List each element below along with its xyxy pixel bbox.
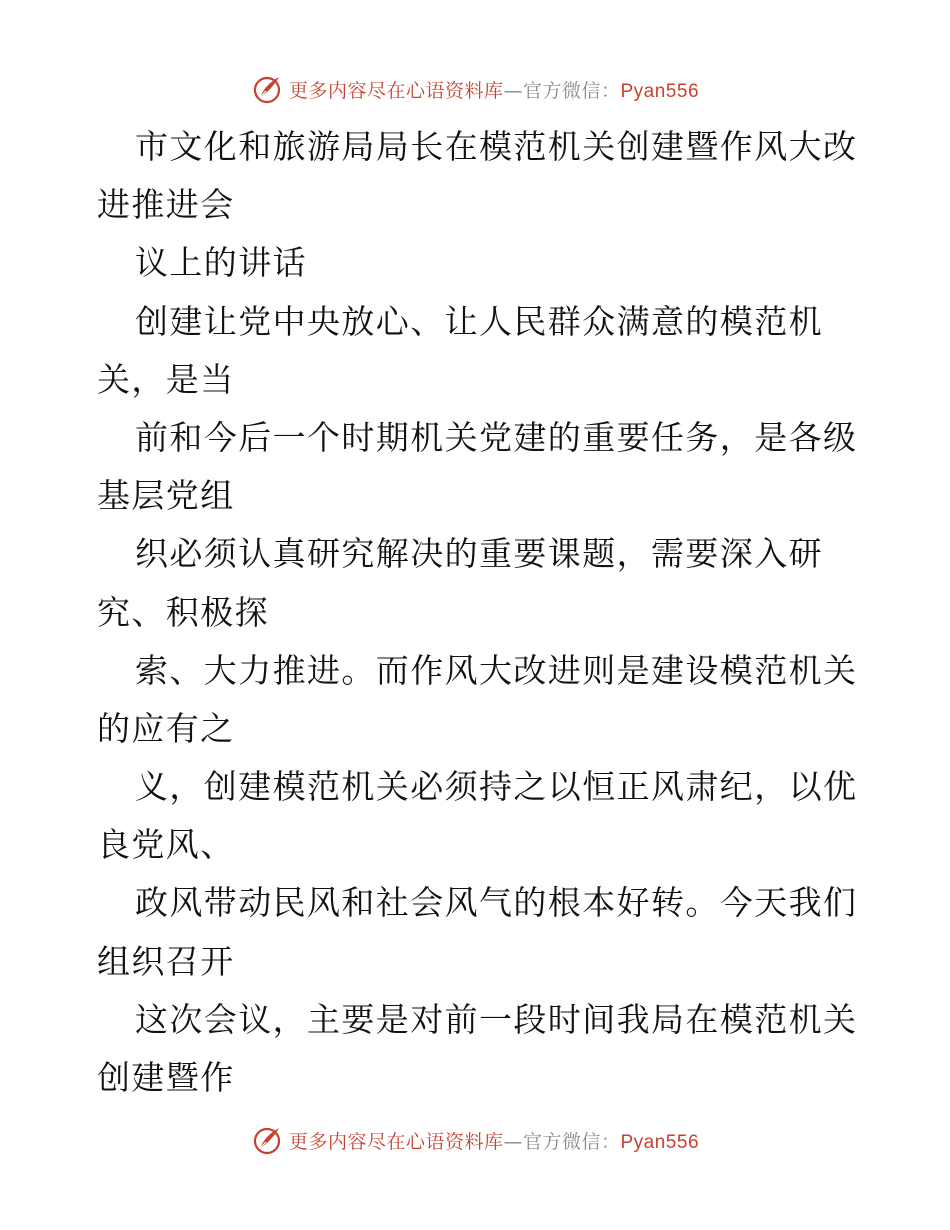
document-body	[97, 118, 857, 1107]
watermark-brand: 更多内容尽在心语资料库	[288, 79, 504, 102]
feather-quill-logo-icon	[251, 1124, 283, 1156]
body-text-line: 市文化和旅游局局长在模范机关创建暨作风大改	[135, 127, 858, 166]
feather-quill-logo-icon	[251, 73, 283, 105]
body-text-line: 关，是当	[97, 359, 235, 399]
header-watermark	[0, 72, 950, 106]
watermark-text	[289, 1127, 699, 1154]
watermark-sub: 官方微信：	[522, 1130, 621, 1153]
body-text-line: 政风带动民风和社会风气的根本好转。今天我们	[135, 883, 858, 923]
body-text-line: 创建暨作	[97, 1058, 235, 1097]
body-text-line: 义，创建模范机关必须持之以恒正风肃纪，以优	[135, 767, 858, 807]
body-text-line: 创建让党中央放心、让人民群众满意的模范机	[135, 301, 823, 341]
watermark-brand: 更多内容尽在心语资料库	[288, 1130, 504, 1153]
body-text-line: 的应有之	[97, 708, 235, 748]
body-text-line: 这次会议，主要是对前一段时间我局在模范机关	[135, 999, 858, 1039]
watermark-id: Pyan556	[620, 80, 700, 102]
watermark-separator: —	[503, 1130, 523, 1153]
body-text-line: 织必须认真研究解决的重要课题，需要深入研	[135, 534, 823, 574]
footer-watermark	[0, 1123, 950, 1157]
body-text-line: 进推进会	[97, 185, 235, 225]
watermark-id: Pyan556	[620, 1131, 700, 1153]
body-text-line: 索、大力推进。而作风大改进则是建设模范机关	[135, 650, 858, 690]
body-text-line: 议上的讲话	[135, 243, 307, 283]
watermark-separator: —	[503, 79, 523, 102]
body-text-line: 良党风、	[97, 825, 235, 865]
body-text-line: 基层党组	[97, 476, 235, 516]
body-text-line: 究、积极探	[97, 592, 269, 632]
watermark-sub: 官方微信：	[522, 79, 621, 102]
watermark-text	[289, 76, 699, 103]
body-text-line: 组织召开	[97, 941, 235, 981]
body-text-line: 前和今后一个时期机关党建的重要任务，是各级	[135, 417, 858, 457]
